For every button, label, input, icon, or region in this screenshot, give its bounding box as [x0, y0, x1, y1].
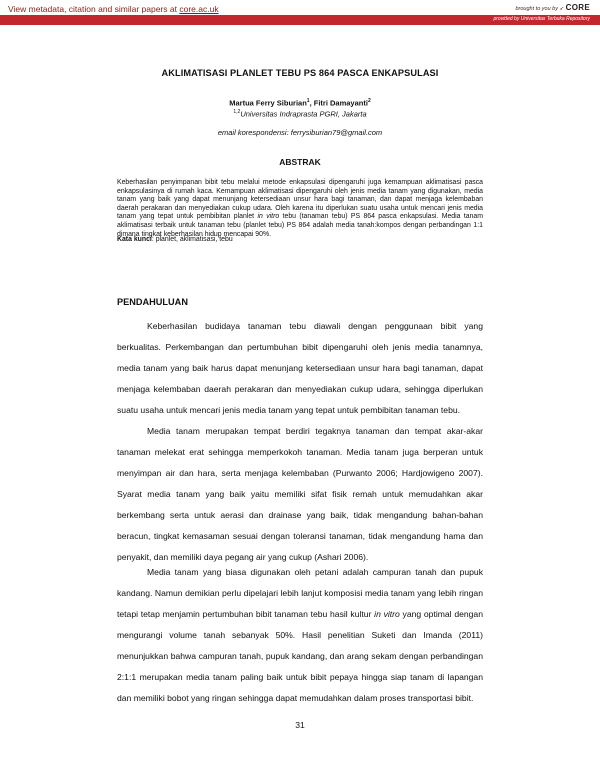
keywords-list: : planlet, aklimatisasi, tebu [151, 236, 233, 243]
author-2: Fitri Damayanti [313, 98, 368, 108]
paragraph-3-italic: in vitro [374, 609, 400, 619]
keywords-label: Kata kunci [117, 236, 152, 243]
author-2-sup: 2 [367, 98, 371, 104]
paragraph-3-text [117, 562, 483, 709]
brought-by [515, 3, 590, 12]
keywords [117, 236, 483, 243]
core-link-prefix: View metadata, citation and similar papers at [8, 4, 180, 14]
core-link[interactable]: core.ac.uk [179, 4, 219, 14]
affiliation-text: Universitas Indraprasta PGRI, Jakarta [240, 109, 367, 119]
paragraph-2 [117, 421, 483, 568]
author-sep: , [309, 98, 314, 108]
authors [117, 98, 483, 108]
brought-by-text: brought to you by [515, 6, 558, 12]
paper-title: AKLIMATISASI PLANLET TEBU PS 864 PASCA ENKAPSULASI [161, 68, 439, 78]
author-1-sup: 1 [306, 98, 310, 104]
author-1: Martua Ferry Siburian [229, 98, 307, 108]
page-number: 31 [295, 720, 305, 730]
affiliation [117, 109, 483, 119]
core-logo-icon: ➶ [559, 6, 565, 12]
provided-by: provided by Universitas Terbuka Repository [493, 16, 590, 22]
paragraph-2-text: Media tanam merupakan tempat berdiri tegaknya tanaman dan tempat akar-akar tanaman melekat erat sehingga memperkokoh tanaman. Media tanam juga berperan untuk menyimpan air dan hara, serta menjaga kelembaban (Purwanto 2006; Hardjowigeno 2007). Syarat media tanam yang baik yaitu memiliki sifat fisik remah untuk memudahkan akar berkembang serta untuk aerasi dan drainase yang baik, tidak mengandung bahan-bahan beracun, tingkat kemasaman sesuai dengan toleransi tanaman, tidak mengandung hama dan penyakit, dan memiliki daya pegang air yang cukup (Ashari 2006). [117, 426, 483, 562]
abstract-part-1: Keberhasilan penyimpanan bibit tebu melalui metode enkapsulasi dipengaruhi juga kemampuan aklimatisasi pasca enkapsulasinya di rumah kaca. Kemampuan aklimatisasi dipengaruhi oleh jenis media tanam yang digunakan, media tanam yang baik yang dapat menunjang ketersediaan unsur hara bagi tanaman, dan dapat menjaga kelembaban daerah perakaran dan menyediakan cukup udara. Oleh karena itu diperlukan suatu usaha untuk mencari jenis media tanam yang tepat untuk pembibitan planlet [117, 179, 483, 221]
paragraph-3-part-2: yang optimal dengan mengurangi volume tanah sebanyak 50%. Hasil penelitian Suketi dan Imanda (2011) menunjukkan bahwa campuran tanah, pupuk kandang, dan arang sekam dengan perbandingan 2:1:1 merupakan media tanam paling baik untuk bibit pepaya hingga siap tanam di lapangan dan memiliki bobot yang ringan sehingga dapat memudahkan dalam proses transportasi bibit. [117, 609, 483, 703]
abstract-text [117, 179, 483, 239]
paragraph-3 [117, 562, 483, 709]
correspondence-email: email korespondensi: ferrysiburian79@gmail.com [217, 128, 383, 137]
abstract-part-2: tebu (tanaman tebu) PS 864 pasca enkapsulasi. Media tanam aklimatisasi terbaik untuk tanaman tebu (planlet tebu) PS 864 adalah media tanah:kompos dengan perbandingan 1:1 dimana tingkat keberhasilan hidup mencapai 90%. [117, 213, 484, 238]
paragraph-3-part-1: Media tanam yang biasa digunakan oleh petani adalah campuran tanah dan pupuk kandang. Namun demikian perlu dipelajari lebih lanjut komposisi media tanam yang lebih ringan tetapi tetap menjamin pertumbuhan bibit tanaman tebu hasil kultur [117, 567, 483, 619]
abstract-heading: ABSTRAK [279, 157, 321, 167]
paragraph-1-text: Keberhasilan budidaya tanaman tebu diawali dengan penggunaan bibit yang berkualitas. Perkembangan dan pertumbuhan bibit dipengaruhi oleh jenis media tanamnya, media tanam yang baik harus dapat menunjang ketersediaan unsur hara bagi tanaman, dapat menjaga kelembaban daerah perakaran dan menyediakan cukup udara, sehingga diperlukan suatu usaha untuk mencari jenis media tanam yang tepat untuk pembibitan tanaman tebu. [117, 321, 483, 415]
core-header [0, 0, 600, 28]
core-brand: CORE [565, 3, 590, 12]
abstract-italic: in vitro [257, 213, 280, 221]
core-metadata-link[interactable] [8, 4, 219, 14]
paragraph-1 [117, 316, 483, 421]
section-heading: PENDAHULUAN [117, 297, 188, 307]
affiliation-sup: 1,2 [233, 109, 241, 115]
